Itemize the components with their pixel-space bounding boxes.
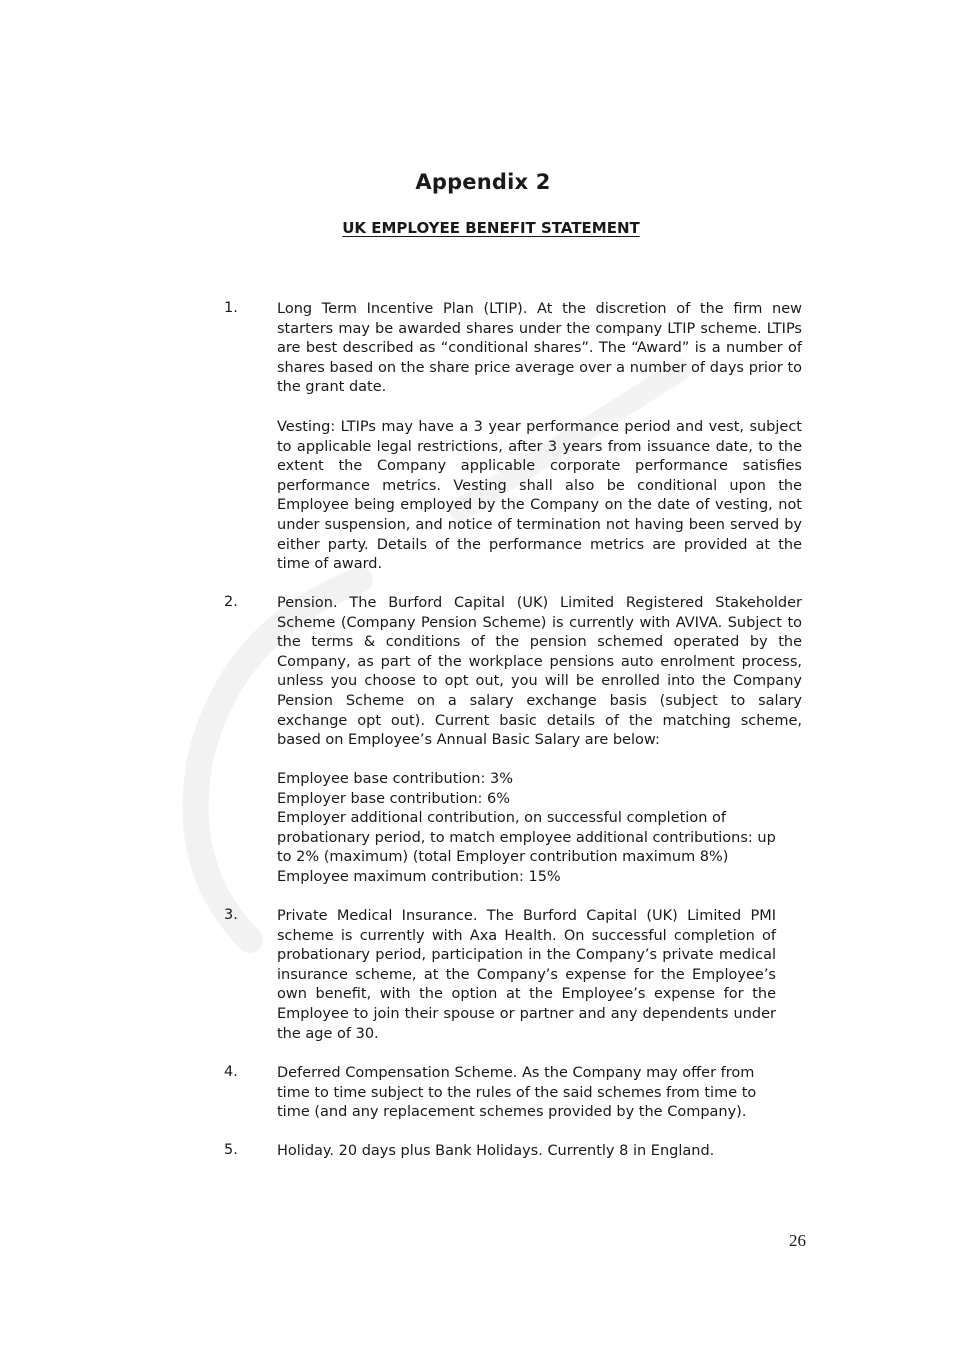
- holiday-paragraph: Holiday. 20 days plus Bank Holidays. Currently 8 in England.: [277, 1143, 715, 1159]
- item-number: 3.: [224, 907, 238, 923]
- item-number: 4.: [224, 1064, 238, 1080]
- ltip-paragraph: Long Term Incentive Plan (LTIP). At the discretion of the firm new starters may be awarded shares under the company LTIP scheme. LTIPs are best described as “conditional shares”. The “Award” is a number of shares based on the share price average over a number of days prior to the grant date.: [277, 301, 802, 396]
- contribution-line: Employee base contribution: 3%: [277, 771, 513, 787]
- page-subtitle: UK EMPLOYEE BENEFIT STATEMENT: [342, 219, 640, 237]
- pension-paragraph: Pension. The Burford Capital (UK) Limited Registered Stakeholder Scheme (Company Pension Scheme) is currently with AVIVA. Subject to the terms & conditions of the pension schemed operated by the Company, as part of the workplace pensions auto enrolment process, unless you choose to opt out, you will be enrolled into the Company Pension Scheme on a salary exchange basis (subject to salary exchange opt out). Current basic details of the matching scheme, based on Employee’s Annual Basic Salary are below:: [277, 595, 802, 749]
- contribution-line: Employee maximum contribution: 15%: [277, 868, 561, 885]
- contribution-line: Employer additional contribution, on successful completion of: [277, 810, 726, 827]
- item-number: 1.: [224, 300, 238, 316]
- vesting-paragraph: Vesting: LTIPs may have a 3 year performance period and vest, subject to applicable legal restrictions, after 3 years from issuance date, to the extent the Company applicable corporate performance satisfies performance metrics. Vesting shall also be conditional upon the Employee being employed by the Company on the date of vesting, not under suspension, and notice of termination not having been served by either party. Details of the performance metrics are provided at the time of award.: [277, 419, 802, 573]
- medical-insurance-paragraph: Private Medical Insurance. The Burford Capital (UK) Limited PMI scheme is currently with Axa Health. On successful completion of probationary period, participation in the Company’s private medical insurance scheme, at the Company’s expense for the Employee’s own benefit, with the option at the Employee’s expense for the Employee to join their spouse or partner and any dependents under the age of 30.: [277, 908, 776, 1042]
- item-number: 5.: [224, 1142, 238, 1158]
- contribution-list: [277, 770, 802, 888]
- contribution-line: Employer base contribution: 6%: [277, 790, 511, 807]
- page-title: Appendix 2: [415, 170, 551, 194]
- contribution-line: to 2% (maximum) (total Employer contribution maximum 8%): [277, 849, 729, 866]
- item-number: 2.: [224, 594, 238, 610]
- page-number: 26: [789, 1231, 806, 1250]
- deferred-compensation-paragraph: Deferred Compensation Scheme. As the Company may offer from time to time subject to the rules of the said schemes from time to time (and any replacement schemes provided by the Company).: [277, 1065, 757, 1121]
- contribution-line: probationary period, to match employee additional contributions: up: [277, 829, 776, 846]
